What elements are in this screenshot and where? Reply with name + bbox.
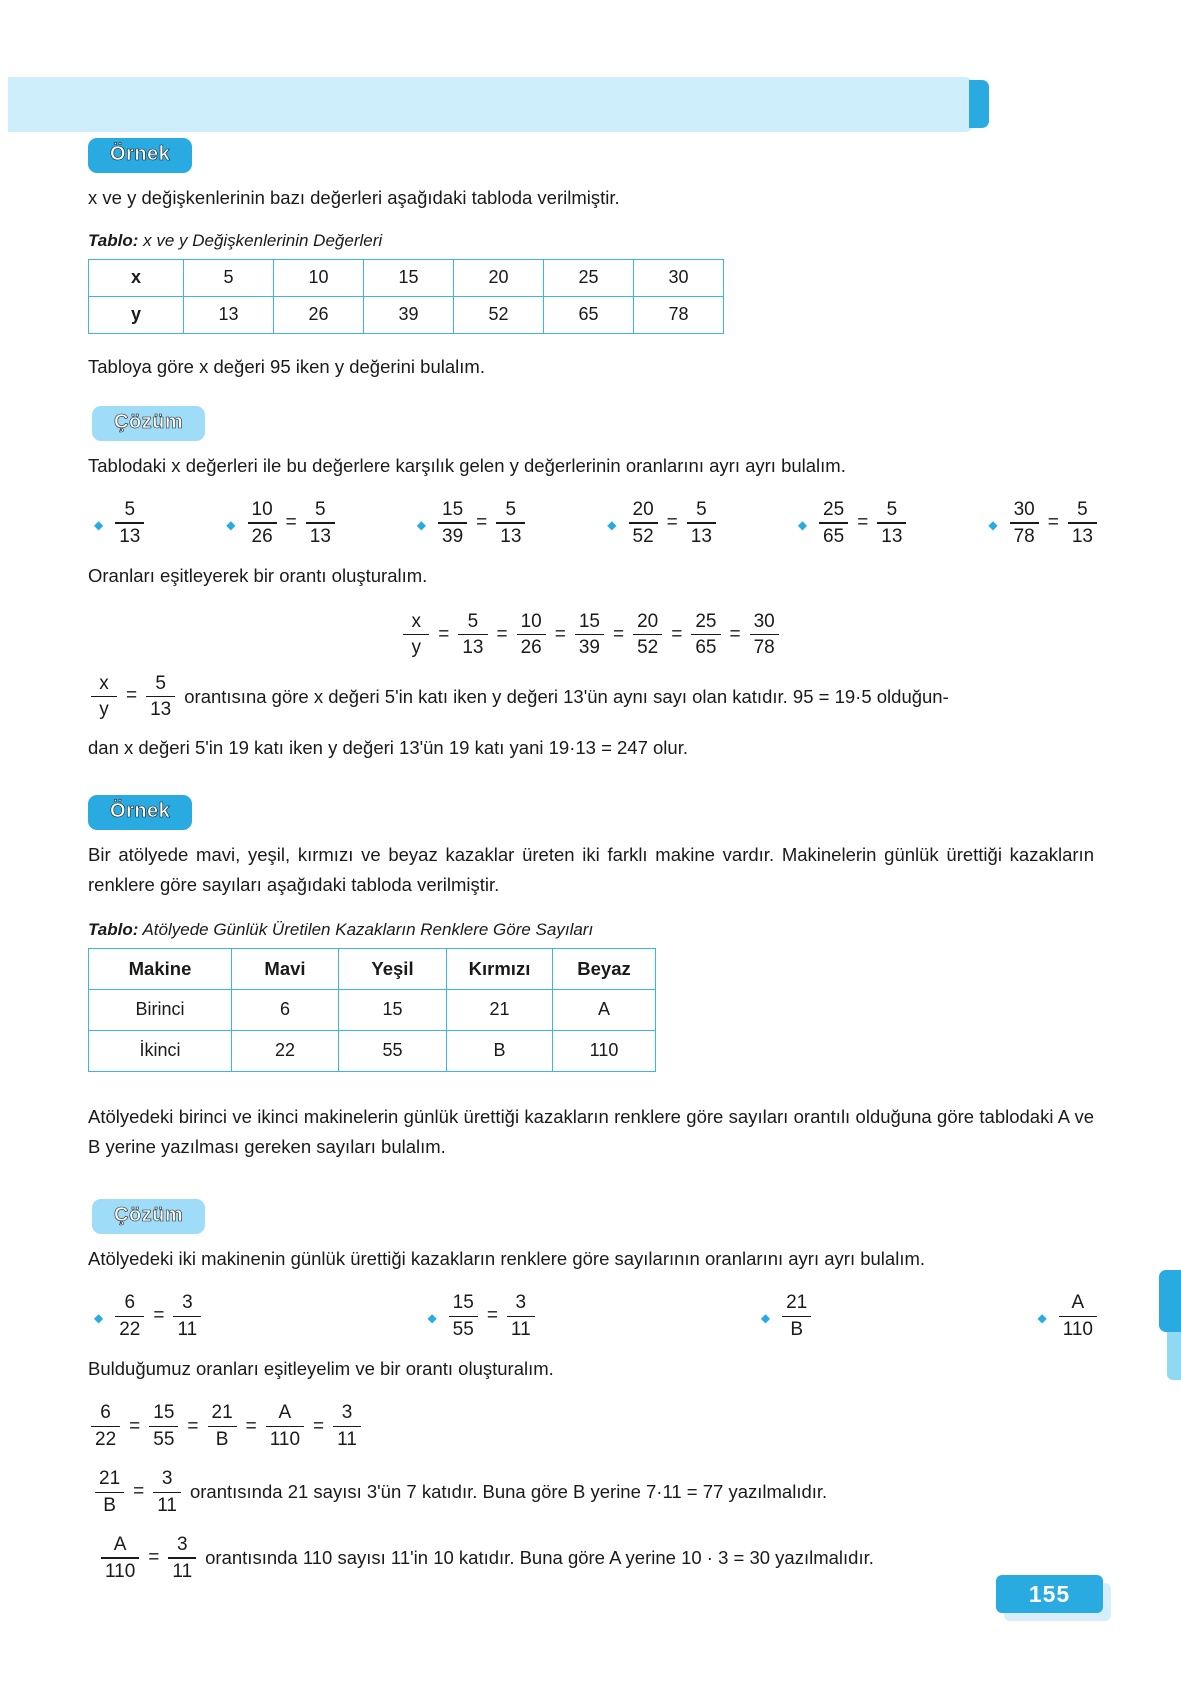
fraction-denominator: 11	[157, 1494, 177, 1516]
table-cell: 6	[232, 989, 339, 1030]
fraction	[449, 1292, 478, 1340]
diamond-bullet-icon: ◆	[94, 517, 104, 532]
fraction-numerator: 3	[182, 1292, 193, 1314]
fraction-numerator: 5	[886, 498, 898, 520]
fraction-numerator: 30	[753, 610, 775, 632]
equals-sign: =	[133, 1481, 145, 1503]
equals-sign: =	[486, 1305, 498, 1327]
fraction-bar	[819, 522, 848, 523]
equals-sign: =	[285, 511, 297, 533]
fraction-numerator: 21	[786, 1292, 808, 1314]
solution-2-ratio-list	[88, 1292, 1128, 1340]
solution-2-line-2: Bulduğumuz oranları eşitleyelim ve bir orantı oluşturalım.	[88, 1358, 554, 1380]
equals-sign: =	[148, 1546, 160, 1568]
header-band-tab	[969, 80, 989, 128]
fraction-bar	[91, 1426, 120, 1427]
fraction-denominator: 11	[177, 1319, 198, 1341]
fraction-numerator: 5	[315, 498, 326, 520]
fraction-numerator: 15	[153, 1402, 175, 1424]
page-content	[88, 138, 1094, 1582]
fraction-numerator: 15	[452, 1292, 474, 1314]
table-cell: 25	[544, 259, 634, 296]
fraction-numerator: 25	[823, 498, 845, 520]
fraction-numerator: 6	[124, 1292, 136, 1314]
solution-1-conclusion	[88, 673, 1094, 721]
table-column-header: Kırmızı	[447, 948, 553, 989]
fraction-bar	[403, 634, 429, 635]
fraction	[101, 1534, 139, 1582]
table-row	[89, 296, 724, 333]
fraction	[750, 611, 779, 659]
fraction	[496, 499, 525, 547]
table-cell: 21	[447, 989, 553, 1030]
solution-2-conclusion-b	[88, 1468, 1094, 1516]
fraction	[266, 1402, 304, 1450]
table-row-header: x	[89, 259, 184, 296]
fraction-bar	[95, 1492, 124, 1493]
fraction-denominator: 13	[881, 525, 903, 547]
fraction-bar	[91, 696, 117, 697]
ratio-item	[798, 499, 910, 547]
table-header-row	[89, 948, 656, 989]
diamond-bullet-icon: ◆	[226, 517, 236, 532]
fraction-bar	[877, 522, 906, 523]
table-column-header: Beyaz	[553, 948, 656, 989]
fraction-denominator: y	[411, 637, 421, 659]
diamond-bullet-icon: ◆	[607, 517, 617, 532]
ratio-item	[226, 499, 338, 547]
fraction-denominator: B	[790, 1319, 804, 1341]
fraction-bar	[438, 522, 467, 523]
fraction	[877, 499, 906, 547]
fraction-denominator: 13	[690, 525, 712, 547]
fraction-denominator: 26	[251, 525, 273, 547]
example-2-intro: Bir atölyede mavi, yeşil, kırmızı ve beyaz kazaklar üreten iki farklı makine vardır. Makinelerin günlük ürettiği kazakların renklere göre sayıları aşağıdaki tabloda verilmiştir.	[88, 843, 1094, 895]
fraction	[115, 1292, 144, 1340]
fraction-numerator: 10	[520, 610, 542, 632]
fraction-denominator: 55	[153, 1429, 175, 1450]
ratio-item	[94, 1292, 204, 1340]
example-2-question: Atölyedeki birinci ve ikinci makinelerin günlük ürettiği kazakların renklere göre sayıları orantılı olduğuna göre tablodaki A ve B yerine yazılması gereken sayıları bulalım.	[88, 1105, 1094, 1157]
fraction-denominator: 13	[309, 525, 331, 547]
solution-2-proportion-chain	[88, 1402, 1094, 1450]
fraction-numerator: 5	[1077, 498, 1088, 520]
fraction-denominator: 13	[500, 525, 522, 547]
equals-sign: =	[153, 1305, 165, 1327]
solution-2-conclusion-b-text: orantısında 21 sayısı 3'ün 7 katıdır. Buna göre B yerine 7·11 = 77 yazılmalıdır.	[189, 1481, 828, 1503]
fraction-denominator: B	[103, 1494, 116, 1516]
fraction-numerator: 3	[161, 1468, 173, 1490]
fraction-bar	[629, 522, 658, 523]
equals-sign: =	[666, 511, 678, 533]
table-cell: 30	[634, 259, 724, 296]
fraction-numerator: 10	[251, 498, 273, 520]
solution-1-ratio-list	[88, 499, 1106, 547]
fraction	[507, 1292, 535, 1340]
example-1-intro: x ve y değişkenlerinin bazı değerleri aşağıdaki tabloda verilmiştir.	[88, 187, 620, 208]
table-column-header: Mavi	[232, 948, 339, 989]
fraction-bar	[153, 1492, 181, 1493]
table-cell: 55	[339, 1030, 447, 1071]
equals-sign: =	[613, 624, 625, 646]
fraction-denominator: 11	[337, 1429, 357, 1450]
example-2-chip-row	[88, 795, 1094, 830]
solution-1-chip-row	[88, 406, 1094, 441]
table-cell: 78	[634, 296, 724, 333]
fraction-numerator: A	[1071, 1292, 1085, 1314]
fraction-numerator: 6	[100, 1402, 111, 1424]
table-cell: 22	[232, 1030, 339, 1071]
equals-sign: =	[671, 624, 683, 646]
example-1-chip-row	[88, 138, 1094, 173]
example-label: Örnek	[88, 138, 192, 173]
header-band	[8, 77, 973, 132]
solution-2-conclusion-a	[88, 1534, 1094, 1582]
fraction-numerator: 20	[632, 498, 654, 520]
table-cell: 13	[184, 296, 274, 333]
fraction-denominator: 13	[150, 699, 172, 721]
fraction-bar	[101, 1557, 139, 1558]
solution-2-chip-row	[88, 1199, 1094, 1234]
fraction-bar	[507, 1316, 535, 1317]
fraction-numerator: 3	[515, 1292, 527, 1314]
fraction-numerator: x	[411, 610, 421, 632]
fraction-numerator: x	[99, 672, 109, 694]
equals-sign: =	[729, 624, 741, 646]
fraction	[403, 611, 429, 659]
fraction-bar	[517, 634, 546, 635]
fraction	[575, 611, 604, 659]
fraction	[1010, 499, 1039, 547]
fraction-bar	[115, 522, 144, 523]
diamond-bullet-icon: ◆	[988, 517, 998, 532]
fraction-bar	[1010, 522, 1039, 523]
fraction-denominator: 11	[172, 1560, 193, 1582]
fraction	[819, 499, 848, 547]
fraction-denominator: 22	[95, 1429, 117, 1450]
fraction-numerator: A	[113, 1534, 127, 1556]
table-1-caption-label: Tablo:	[88, 230, 139, 250]
fraction-numerator: A	[278, 1402, 292, 1424]
fraction-numerator: 3	[341, 1402, 353, 1424]
table-cell: 65	[544, 296, 634, 333]
fraction-denominator: 26	[520, 637, 542, 659]
fraction-denominator: y	[99, 699, 109, 721]
ratio-item	[1037, 1292, 1100, 1340]
table-cell: B	[447, 1030, 553, 1071]
table-cell: 26	[274, 296, 364, 333]
table-row	[89, 989, 656, 1030]
table-column-header: Makine	[89, 948, 232, 989]
fraction-numerator: 3	[176, 1534, 188, 1556]
table-cell: 10	[274, 259, 364, 296]
fraction-bar	[168, 1557, 196, 1558]
fraction-denominator: 52	[632, 525, 654, 547]
fraction-bar	[146, 696, 175, 697]
fraction	[629, 499, 658, 547]
fraction-denominator: 11	[510, 1319, 531, 1341]
fraction-denominator: 110	[105, 1560, 136, 1582]
diamond-bullet-icon: ◆	[1037, 1311, 1047, 1326]
fraction	[168, 1534, 196, 1582]
fraction-bar	[266, 1426, 304, 1427]
diamond-bullet-icon: ◆	[94, 1311, 104, 1326]
solution-2-conclusion-a-text: orantısında 110 sayısı 11'in 10 katıdır. Buna göre A yerine 10 · 3 = 30 yazılmalıdır.	[205, 1547, 874, 1569]
fraction-numerator: 5	[505, 498, 517, 520]
example-label: Örnek	[88, 795, 192, 830]
table-2-caption-label: Tablo:	[88, 919, 139, 939]
fraction	[149, 1402, 178, 1450]
table-row	[89, 259, 724, 296]
equals-sign: =	[126, 685, 138, 707]
fraction-denominator: 13	[119, 525, 141, 547]
fraction-bar	[115, 1316, 144, 1317]
equals-sign: =	[476, 511, 488, 533]
fraction	[146, 673, 175, 721]
table-cell: 20	[454, 259, 544, 296]
ratio-item	[988, 499, 1100, 547]
fraction-denominator: 52	[637, 637, 659, 659]
equals-sign: =	[1047, 511, 1059, 533]
fraction-denominator: 55	[452, 1319, 474, 1341]
fraction-numerator: 5	[467, 610, 479, 632]
table-cell: 15	[339, 989, 447, 1030]
equals-sign: =	[129, 1415, 141, 1437]
solution-2-line-1: Atölyedeki iki makinenin günlük ürettiği kazakların renklere göre sayılarının oranlarını ayrı ayrı bulalım.	[88, 1248, 926, 1270]
fraction-bar	[149, 1426, 178, 1427]
fraction-bar	[782, 1316, 811, 1317]
fraction	[153, 1468, 181, 1516]
fraction	[91, 1402, 120, 1450]
fraction	[458, 611, 487, 659]
table-cell: Birinci	[89, 989, 232, 1030]
fraction-denominator: 65	[695, 637, 717, 659]
fraction-bar	[691, 634, 720, 635]
fraction	[438, 499, 467, 547]
fraction-bar	[1068, 522, 1097, 523]
ratio-item	[607, 499, 719, 547]
fraction	[633, 611, 662, 659]
fraction-bar	[248, 522, 277, 523]
fraction-numerator: 30	[1013, 498, 1035, 520]
ratio-item	[94, 499, 147, 547]
table-cell: 5	[184, 259, 274, 296]
fraction-numerator: 15	[578, 610, 600, 632]
table-row-header: y	[89, 296, 184, 333]
diamond-bullet-icon: ◆	[416, 517, 427, 532]
table-2-caption-text: Atölyede Günlük Üretilen Kazakların Renklere Göre Sayıları	[138, 919, 594, 939]
fraction-denominator: 22	[119, 1319, 141, 1341]
fraction-denominator: 13	[1071, 525, 1093, 547]
solution-label: Çözüm	[92, 1199, 205, 1234]
machines-table	[88, 948, 656, 1072]
fraction	[248, 499, 277, 547]
fraction-denominator: 110	[1062, 1319, 1093, 1341]
values-table	[88, 259, 724, 334]
table-cell: A	[553, 989, 656, 1030]
fraction	[306, 499, 335, 547]
fraction	[782, 1292, 811, 1340]
ratio-item	[417, 499, 529, 547]
fraction-denominator: 78	[1013, 525, 1035, 547]
fraction	[173, 1292, 201, 1340]
solution-label: Çözüm	[92, 406, 205, 441]
solution-1-conclusion-text-2: dan x değeri 5'in 19 katı iken y değeri 13'ün 19 katı yani 19·13 = 247 olur.	[88, 736, 688, 758]
fraction-denominator: B	[215, 1429, 229, 1450]
ratio-item	[761, 1292, 814, 1340]
table-cell: 39	[364, 296, 454, 333]
example-1-question: Tabloya göre x değeri 95 iken y değerini bulalım.	[88, 355, 485, 377]
fraction-numerator: 25	[695, 610, 717, 632]
equals-sign: =	[438, 624, 450, 646]
fraction-bar	[306, 522, 335, 523]
equals-sign: =	[496, 624, 508, 646]
fraction	[115, 499, 144, 547]
fraction-numerator: 5	[155, 672, 166, 694]
fraction-numerator: 5	[124, 498, 136, 520]
fraction-denominator: 110	[269, 1429, 301, 1450]
equals-sign: =	[554, 624, 566, 646]
fraction-numerator: 20	[637, 610, 659, 632]
fraction-numerator: 21	[99, 1468, 121, 1490]
fraction-denominator: 78	[753, 637, 775, 659]
equals-sign: =	[313, 1415, 325, 1437]
fraction-bar	[633, 634, 662, 635]
fraction-bar	[173, 1316, 201, 1317]
side-tab	[1159, 1270, 1181, 1332]
table-1-caption	[88, 231, 1094, 251]
fraction	[1068, 499, 1097, 547]
fraction	[333, 1402, 361, 1450]
fraction	[691, 611, 720, 659]
fraction-denominator: 39	[442, 525, 464, 547]
fraction-denominator: 13	[462, 637, 484, 659]
solution-1-line-2: Oranları eşitleyerek bir orantı oluşturalım.	[88, 564, 428, 586]
fraction	[517, 611, 546, 659]
table-row	[89, 1030, 656, 1071]
table-2-caption	[88, 920, 1094, 940]
equals-sign: =	[857, 511, 869, 533]
fraction-bar	[750, 634, 779, 635]
diamond-bullet-icon: ◆	[427, 1311, 437, 1326]
fraction	[95, 1468, 124, 1516]
solution-1-proportion-chain	[88, 611, 1094, 659]
ratio-item	[427, 1292, 537, 1340]
fraction-bar	[1059, 1316, 1097, 1317]
fraction-bar	[333, 1426, 361, 1427]
fraction-denominator: 65	[823, 525, 845, 547]
fraction-numerator: 15	[442, 498, 464, 520]
table-1-caption-text: x ve y Değişkenlerinin Değerleri	[138, 230, 383, 250]
diamond-bullet-icon: ◆	[760, 1311, 771, 1326]
table-column-header: Yeşil	[339, 948, 447, 989]
solution-1-conclusion-text: orantısına göre x değeri 5'in katı iken y değeri 13'ün aynı sayı olan katıdır. 95 = 19·5 olduğun-	[184, 685, 949, 707]
fraction-bar	[687, 522, 716, 523]
table-cell: 52	[454, 296, 544, 333]
fraction	[91, 673, 117, 721]
table-cell: 15	[364, 259, 454, 296]
table-cell: 110	[553, 1030, 656, 1071]
table-cell: İkinci	[89, 1030, 232, 1071]
fraction-bar	[575, 634, 604, 635]
fraction-bar	[449, 1316, 478, 1317]
equals-sign: =	[187, 1415, 199, 1437]
fraction-numerator: 21	[211, 1402, 233, 1424]
fraction-bar	[208, 1426, 237, 1427]
fraction-denominator: 39	[578, 637, 600, 659]
diamond-bullet-icon: ◆	[797, 517, 808, 532]
fraction-numerator: 5	[696, 498, 707, 520]
fraction	[687, 499, 716, 547]
equals-sign: =	[245, 1415, 257, 1437]
page-number: 155	[996, 1575, 1103, 1613]
fraction-bar	[496, 522, 525, 523]
fraction-bar	[458, 634, 487, 635]
fraction	[1059, 1292, 1097, 1340]
solution-1-line-1: Tablodaki x değerleri ile bu değerlere karşılık gelen y değerlerinin oranlarını ayrı ayrı bulalım.	[88, 454, 846, 476]
fraction	[208, 1402, 237, 1450]
